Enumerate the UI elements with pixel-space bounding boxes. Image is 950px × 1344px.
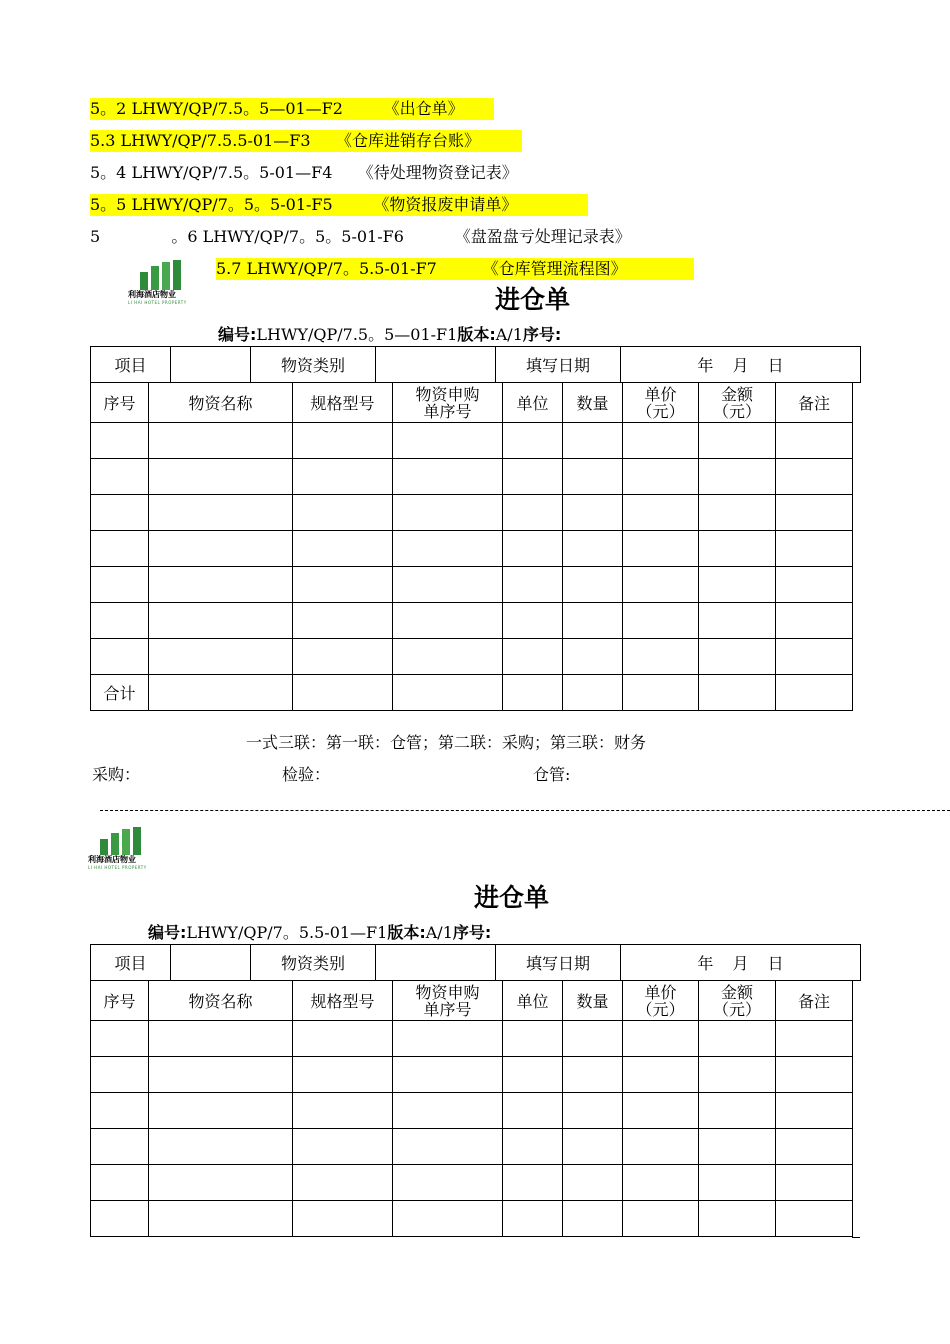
header-remarks: 备注: [776, 981, 853, 1021]
header-unit-price: 单价（元）: [623, 383, 699, 423]
project-field[interactable]: [171, 945, 251, 981]
table-cell[interactable]: [563, 1057, 623, 1093]
table-cell[interactable]: [293, 1165, 393, 1201]
table-cell[interactable]: [699, 639, 776, 675]
table-cell[interactable]: [149, 423, 293, 459]
table-row: [91, 423, 853, 459]
table-cell[interactable]: [149, 459, 293, 495]
table-cell[interactable]: [393, 1021, 503, 1057]
table-cell[interactable]: [699, 567, 776, 603]
cut-line: [100, 810, 950, 811]
table-cell[interactable]: [776, 531, 853, 567]
table-cell[interactable]: [623, 459, 699, 495]
table-cell[interactable]: [293, 1201, 393, 1237]
table-cell[interactable]: [293, 567, 393, 603]
logo-name: 利海酒店物业: [128, 290, 176, 299]
table-cell[interactable]: [776, 1093, 853, 1129]
table-cell[interactable]: [149, 1129, 293, 1165]
table-cell[interactable]: [393, 423, 503, 459]
table-cell[interactable]: [149, 567, 293, 603]
table-cell[interactable]: [563, 423, 623, 459]
table-cell[interactable]: [623, 1129, 699, 1165]
table-cell[interactable]: [91, 459, 149, 495]
project-label: 项目: [91, 347, 171, 383]
table-cell[interactable]: [91, 531, 149, 567]
table-cell[interactable]: [563, 1093, 623, 1129]
form-meta: [148, 920, 491, 943]
header-quantity: 数量: [563, 981, 623, 1021]
table-cell[interactable]: [91, 1165, 149, 1201]
table-row: [91, 1057, 853, 1093]
table-cell[interactable]: [503, 1201, 563, 1237]
category-field[interactable]: [376, 347, 496, 383]
reference-item: 5.3 LHWY/QP/7.5.5-01—F3 《仓库进销存台账》: [90, 130, 522, 152]
table-cell[interactable]: [563, 639, 623, 675]
table-cell[interactable]: [699, 675, 776, 711]
purchase-signature-label: 采购：: [92, 765, 141, 784]
header-unit-price: 单价（元）: [623, 981, 699, 1021]
table-cell[interactable]: [699, 1021, 776, 1057]
table-cell[interactable]: [503, 531, 563, 567]
items-table: [90, 382, 853, 711]
table-cell[interactable]: [149, 603, 293, 639]
table-cell[interactable]: [503, 639, 563, 675]
table-cell[interactable]: [699, 495, 776, 531]
version-value: A/1: [425, 923, 453, 942]
table-cell[interactable]: [293, 1129, 393, 1165]
date-label: 填写日期: [496, 347, 621, 383]
header-remarks: 备注: [776, 383, 853, 423]
table-cell[interactable]: [623, 1165, 699, 1201]
company-logo: [128, 260, 200, 305]
table-cell[interactable]: [699, 1165, 776, 1201]
category-label: 物资类别: [251, 945, 376, 981]
table-cell[interactable]: [91, 1129, 149, 1165]
header-serial: 序号: [91, 383, 149, 423]
form-meta: [218, 322, 561, 345]
table-cell[interactable]: [393, 1093, 503, 1129]
table-cell[interactable]: [503, 1093, 563, 1129]
table-cell[interactable]: [563, 603, 623, 639]
table-cell[interactable]: [503, 495, 563, 531]
table-cell[interactable]: [776, 1057, 853, 1093]
table-cell[interactable]: [623, 1021, 699, 1057]
table-row: [91, 1201, 853, 1237]
header-row: [91, 383, 853, 423]
table-cell[interactable]: [91, 495, 149, 531]
table-cell[interactable]: [623, 567, 699, 603]
table-cell[interactable]: [776, 567, 853, 603]
table-cell[interactable]: [149, 1021, 293, 1057]
table-cell[interactable]: [293, 603, 393, 639]
table-cell[interactable]: [623, 1057, 699, 1093]
total-row: [91, 675, 853, 711]
items-table: [90, 980, 853, 1237]
table-cell[interactable]: [563, 1165, 623, 1201]
table-cell[interactable]: [503, 567, 563, 603]
table-cell[interactable]: [699, 531, 776, 567]
table-cell[interactable]: [776, 639, 853, 675]
table-cell[interactable]: [623, 531, 699, 567]
code-label: 编号:: [148, 923, 187, 942]
header-item-name: 物资名称: [149, 383, 293, 423]
header-spec: 规格型号: [293, 981, 393, 1021]
table-cell[interactable]: [91, 1201, 149, 1237]
table-cell[interactable]: [149, 675, 293, 711]
header-purchase-order: 物资申购单序号: [393, 383, 503, 423]
inspection-signature-label: 检验：: [282, 765, 331, 784]
table-cell[interactable]: [563, 567, 623, 603]
table-cell[interactable]: [91, 423, 149, 459]
table-cell[interactable]: [91, 639, 149, 675]
table-cell[interactable]: [623, 639, 699, 675]
total-label: 合计: [91, 675, 149, 711]
reference-item: 5。4 LHWY/QP/7.5。5-01—F4 《待处理物资登记表》: [90, 163, 518, 182]
table-row: [91, 459, 853, 495]
table-cell[interactable]: [149, 1057, 293, 1093]
table-cell[interactable]: [149, 1165, 293, 1201]
table-row: [91, 603, 853, 639]
table-cell[interactable]: [393, 603, 503, 639]
table-cell[interactable]: [91, 603, 149, 639]
header-unit: 单位: [503, 383, 563, 423]
table-cell[interactable]: [623, 495, 699, 531]
version-label: 版本:: [457, 325, 496, 344]
reference-item: 5。5 LHWY/QP/7。5。5-01-F5 《物资报废申请单》: [90, 194, 588, 216]
header-serial: 序号: [91, 981, 149, 1021]
table-row: [91, 1165, 853, 1201]
table-cell[interactable]: [503, 603, 563, 639]
logo-name: 利海酒店物业: [88, 855, 136, 864]
table-cell[interactable]: [623, 1201, 699, 1237]
table-cell[interactable]: [503, 1129, 563, 1165]
table-cell[interactable]: [393, 1057, 503, 1093]
table-cell[interactable]: [563, 495, 623, 531]
table-row: [91, 567, 853, 603]
table-cell[interactable]: [393, 1201, 503, 1237]
table-cell[interactable]: [149, 531, 293, 567]
reference-item: 5.7 LHWY/QP/7。5.5-01-F7 《仓库管理流程图》: [216, 258, 694, 280]
table-cell[interactable]: [623, 423, 699, 459]
category-field[interactable]: [376, 945, 496, 981]
table-cell[interactable]: [91, 1057, 149, 1093]
code-value: LHWY/QP/7.5。5—01-F1: [256, 325, 458, 344]
date-label: 填写日期: [496, 945, 621, 981]
table-edge: [852, 1237, 860, 1238]
project-label: 项目: [91, 945, 171, 981]
table-cell[interactable]: [91, 567, 149, 603]
table-cell[interactable]: [563, 1201, 623, 1237]
table-cell[interactable]: [623, 603, 699, 639]
header-amount: 金额（元）: [699, 981, 776, 1021]
table-cell[interactable]: [503, 459, 563, 495]
table-cell[interactable]: [393, 459, 503, 495]
table-row: [91, 531, 853, 567]
table-row: [91, 1093, 853, 1129]
table-cell[interactable]: [699, 459, 776, 495]
table-row: [91, 639, 853, 675]
table-cell[interactable]: [393, 1165, 503, 1201]
table-cell[interactable]: [699, 1129, 776, 1165]
table-cell[interactable]: [503, 1021, 563, 1057]
table-cell[interactable]: [149, 495, 293, 531]
code-label: 编号:: [218, 325, 257, 344]
info-row-table: [90, 346, 861, 383]
copies-note: 一式三联：第一联：仓管；第二联：采购；第三联：财务: [246, 733, 647, 752]
table-cell[interactable]: [776, 1021, 853, 1057]
table-cell[interactable]: [699, 603, 776, 639]
logo-english-name: LI HAI HOTEL PROPERTY: [88, 865, 147, 870]
reference-item: 5 。6 LHWY/QP/7。5。5-01-F6 《盘盈盘亏处理记录表》: [90, 227, 631, 246]
table-cell[interactable]: [149, 1093, 293, 1129]
table-row: [91, 495, 853, 531]
table-cell[interactable]: [393, 639, 503, 675]
serial-label: 序号:: [452, 923, 492, 942]
warehouse-signature-label: 仓管:: [533, 765, 571, 784]
table-cell[interactable]: [91, 1021, 149, 1057]
table-cell[interactable]: [293, 1021, 393, 1057]
table-cell[interactable]: [699, 423, 776, 459]
table-cell[interactable]: [503, 423, 563, 459]
table-cell[interactable]: [293, 495, 393, 531]
table-cell[interactable]: [293, 675, 393, 711]
info-row-table: [90, 944, 861, 981]
table-cell[interactable]: [91, 1093, 149, 1129]
table-cell[interactable]: [776, 459, 853, 495]
table-cell[interactable]: [393, 495, 503, 531]
table-cell[interactable]: [393, 675, 503, 711]
serial-label: 序号:: [522, 325, 562, 344]
form-title: 进仓单: [474, 883, 550, 912]
project-field[interactable]: [171, 347, 251, 383]
version-label: 版本:: [387, 923, 426, 942]
table-cell[interactable]: [393, 1129, 503, 1165]
table-row: [91, 1129, 853, 1165]
table-cell[interactable]: [776, 1201, 853, 1237]
table-cell[interactable]: [293, 1093, 393, 1129]
table-cell[interactable]: [563, 459, 623, 495]
header-spec: 规格型号: [293, 383, 393, 423]
table-cell[interactable]: [699, 1057, 776, 1093]
table-cell[interactable]: [699, 1201, 776, 1237]
category-label: 物资类别: [251, 347, 376, 383]
table-cell[interactable]: [776, 603, 853, 639]
header-purchase-order: 物资申购单序号: [393, 981, 503, 1021]
table-cell[interactable]: [149, 639, 293, 675]
version-value: A/1: [495, 325, 523, 344]
table-cell[interactable]: [623, 1093, 699, 1129]
table-cell[interactable]: [776, 495, 853, 531]
table-cell[interactable]: [503, 675, 563, 711]
header-quantity: 数量: [563, 383, 623, 423]
table-cell[interactable]: [293, 423, 393, 459]
form-title: 进仓单: [495, 285, 571, 314]
date-field[interactable]: 年 月 日: [621, 347, 861, 383]
table-cell[interactable]: [699, 1093, 776, 1129]
table-cell[interactable]: [293, 531, 393, 567]
reference-item: 5。2 LHWY/QP/7.5。5—01—F2 《出仓单》: [90, 98, 494, 120]
table-cell[interactable]: [393, 567, 503, 603]
table-cell[interactable]: [293, 459, 393, 495]
table-cell[interactable]: [563, 675, 623, 711]
header-amount: 金额（元）: [699, 383, 776, 423]
table-cell[interactable]: [776, 1129, 853, 1165]
table-cell[interactable]: [623, 675, 699, 711]
code-value: LHWY/QP/7。5.5-01—F1: [186, 923, 388, 942]
table-cell[interactable]: [293, 1057, 393, 1093]
logo-english-name: LI HAI HOTEL PROPERTY: [128, 300, 187, 305]
table-cell[interactable]: [563, 1129, 623, 1165]
company-logo: [88, 825, 160, 870]
header-row: [91, 981, 853, 1021]
table-cell[interactable]: [776, 1165, 853, 1201]
date-field[interactable]: 年 月 日: [621, 945, 861, 981]
table-cell[interactable]: [503, 1057, 563, 1093]
table-cell[interactable]: [293, 639, 393, 675]
table-cell[interactable]: [776, 675, 853, 711]
table-cell[interactable]: [563, 531, 623, 567]
table-cell[interactable]: [503, 1165, 563, 1201]
table-cell[interactable]: [776, 423, 853, 459]
table-row: [91, 1021, 853, 1057]
header-unit: 单位: [503, 981, 563, 1021]
header-item-name: 物资名称: [149, 981, 293, 1021]
table-cell[interactable]: [563, 1021, 623, 1057]
table-cell[interactable]: [149, 1201, 293, 1237]
table-cell[interactable]: [393, 531, 503, 567]
